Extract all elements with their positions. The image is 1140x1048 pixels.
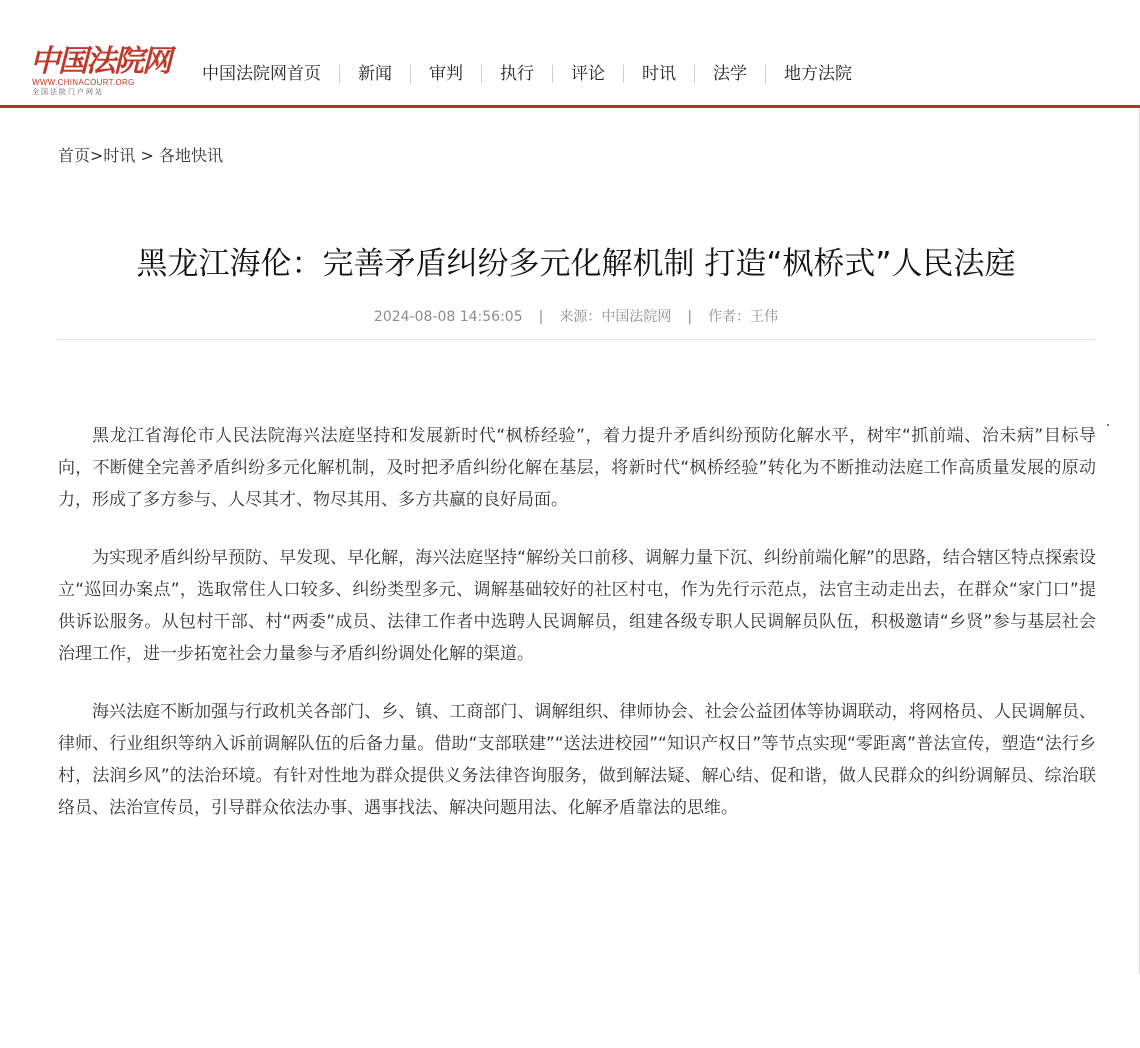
breadcrumb-subsection[interactable]: 各地快讯 [159,146,224,165]
article-paragraph: 为实现矛盾纠纷早预防、早发现、早化解，海兴法庭坚持“解纷关口前移、调解力量下沉、纠纷前端化解”的思路，结合辖区特点探索设立“巡回办案点”，选取常住人口较多、纠纷类型多元、调解基础较好的社区村屯，作为先行示范点，法官主动走出去，在群众“家门口”提供诉讼服务。从包村干部、村“两委”成员、法律工作者中选聘人民调解员，组建各级专职人民调解员队伍，积极邀请“乡贤”参与基层社会治理工作，进一步拓宽社会力量参与矛盾纠纷调处化解的渠道。 [58,548,1096,664]
nav-item-news[interactable]: 新闻 [358,64,392,84]
site-logo[interactable] [30,44,170,98]
publish-date: 2024-08-08 14:56:05 [373,309,523,325]
nav-item-law[interactable]: 法学 [713,64,747,84]
article-title: 黑龙江海伦：完善矛盾纠纷多元化解机制 打造“枫桥式”人民法庭 [136,245,1016,282]
article-source: 来源：中国法院网 [559,309,672,325]
article-body [58,420,1096,824]
stray-dot [1107,424,1109,426]
article-author: 作者：王伟 [708,309,779,325]
article-paragraph: 海兴法庭不断加强与行政机关各部门、乡、镇、工商部门、调解组织、律师协会、社会公益团体等协调联动，将网格员、人民调解员、律师、行业组织等纳入诉前调解队伍的后备力量。借助“支部联建”“送法进校园”“知识产权日”等节点实现“零距离”普法宣传，塑造“法行乡村，法润乡风”的法治环境。有针对性地为群众提供义务法律咨询服务，做到解法疑、解心结、促和谐，做人民群众的纠纷调解员、综治联络员、法治宣传员，引导群众依法办事、遇事找法、解决问题用法、化解矛盾靠法的思维。 [58,702,1096,818]
main-nav [185,61,870,87]
breadcrumb-separator: > [135,146,160,165]
logo-tagline: 全国法院门户网站 [32,88,104,96]
nav-item-briefs[interactable]: 时讯 [642,64,676,84]
article-paragraph: 黑龙江省海伦市人民法院海兴法庭坚持和发展新时代“枫桥经验”，着力提升矛盾纠纷预防化解水平，树牢“抓前端、治未病”目标导向，不断健全完善矛盾纠纷多元化解机制，及时把矛盾纠纷化解在基层，将新时代“枫桥经验”转化为不断推动法庭工作高质量发展的原动力，形成了多方参与、人尽其才、物尽其用、多方共赢的良好局面。 [58,426,1096,510]
meta-separator: | [687,309,693,325]
breadcrumb-separator: > [90,146,104,165]
nav-item-local-courts[interactable]: 地方法院 [784,64,852,84]
header-divider [0,105,1140,108]
nav-item-commentary[interactable]: 评论 [571,64,605,84]
article-meta [0,305,1140,329]
meta-separator: | [538,309,544,325]
breadcrumb [58,144,223,168]
logo-wordmark: 中国法院网 [30,44,170,79]
logo-url: WWW.CHINACOURT.ORG [32,78,135,87]
site-header [0,0,1140,105]
meta-divider [57,339,1095,340]
breadcrumb-home[interactable]: 首页 [58,146,91,165]
nav-item-trial[interactable]: 审判 [429,64,463,84]
nav-item-execution[interactable]: 执行 [500,64,534,84]
nav-item-home[interactable]: 中国法院网首页 [202,64,321,84]
breadcrumb-section[interactable]: 时讯 [103,146,136,165]
